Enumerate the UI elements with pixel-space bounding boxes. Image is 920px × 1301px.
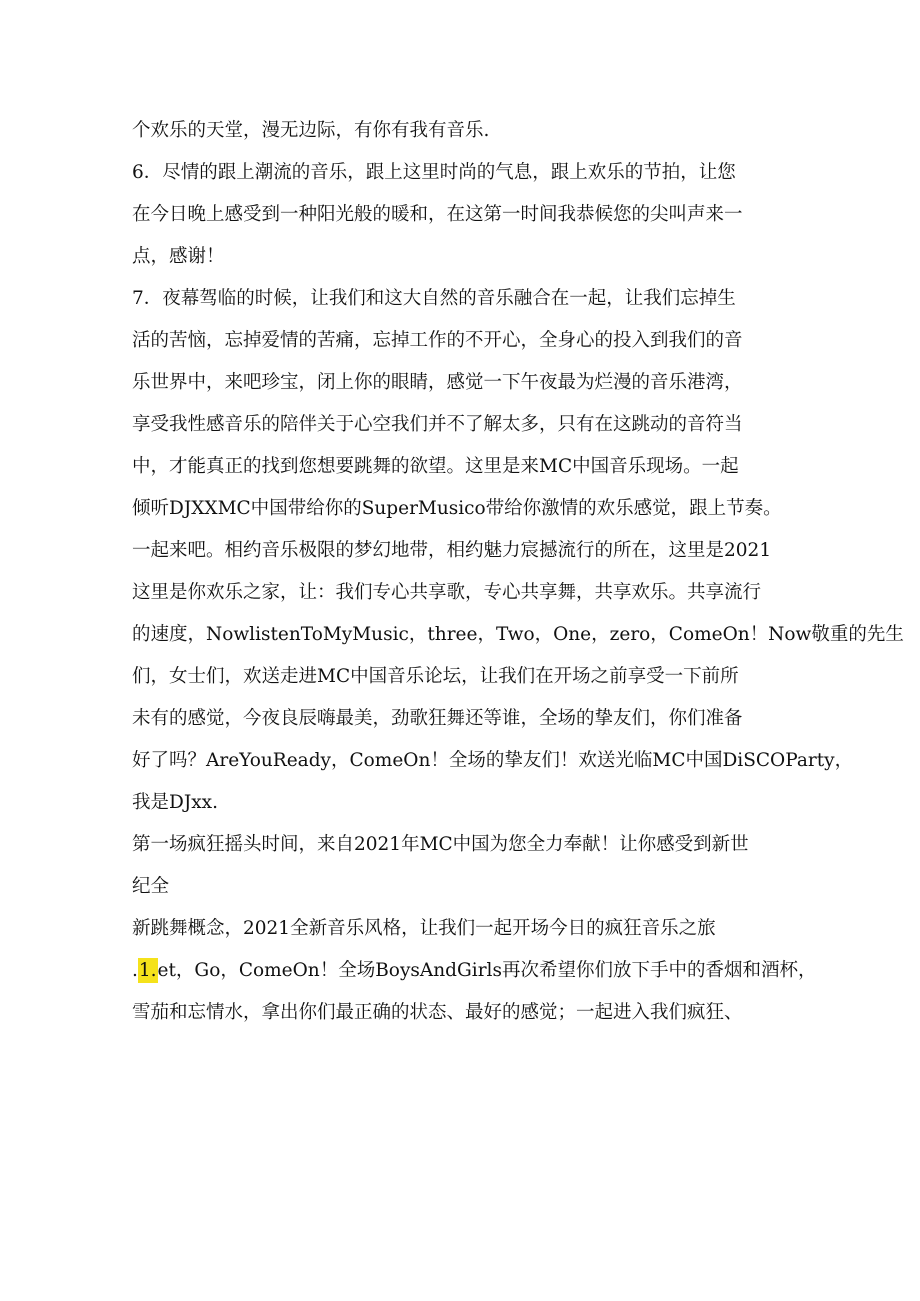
- text-line-13: 的速度，NowlistenToMyMusic，three，Two，One，zero，ComeOn！Now敬重的先生: [132, 624, 904, 645]
- text-line-16: 好了吗？AreYouReady，ComeOn！全场的挚友们！欢送光临MC中国DiSCOParty，: [132, 750, 854, 771]
- highlight-prefix: .: [132, 960, 138, 981]
- text-line-19: 纪全: [132, 876, 170, 897]
- text-line-11: 一起来吧。相约音乐极限的梦幻地带，相约魅力宸撼流行的所在，这里是2021: [132, 540, 772, 561]
- document-body: [132, 110, 904, 1034]
- text-after-highlight: et，Go，ComeOn！全场BoysAndGirls再次希望你们放下手中的香烟和酒杯，: [157, 960, 817, 981]
- text-line-22: 雪茄和忘情水，拿出你们最正确的状态、最好的感觉；一起进入我们疯狂、: [132, 1002, 743, 1023]
- text-line-17: 我是DJxx.: [132, 792, 218, 813]
- text-line-18: 第一场疯狂摇头时间，来自2021年MC中国为您全力奉献！让你感受到新世: [132, 834, 749, 855]
- text-line-2: 6．尽情的跟上潮流的音乐，跟上这里时尚的气息，跟上欢乐的节拍，让您: [132, 162, 736, 183]
- text-line-1: 个欢乐的天堂，漫无边际，有你有我有音乐.: [132, 120, 490, 141]
- text-line-3: 在今日晚上感受到一种阳光般的暖和，在这第一时间我恭候您的尖叫声来一: [132, 204, 743, 225]
- text-line-5: 7．夜幕驾临的时候，让我们和这大自然的音乐融合在一起，让我们忘掉生: [132, 288, 736, 309]
- text-line-15: 未有的感觉，今夜良辰嗨最美，劲歌狂舞还等谁，全场的挚友们，你们准备: [132, 708, 743, 729]
- text-line-8: 享受我性感音乐的陪伴关于心空我们并不了解太多，只有在这跳动的音符当: [132, 414, 743, 435]
- text-line-7: 乐世界中，来吧珍宝，闭上你的眼睛，感觉一下午夜最为烂漫的音乐港湾，: [132, 372, 743, 393]
- text-line-12: 这里是你欢乐之家，让：我们专心共享歌，专心共享舞，共享欢乐。共享流行: [132, 582, 762, 603]
- highlighted-text: 1.: [138, 960, 157, 981]
- text-line-20: 新跳舞概念，2021全新音乐风格，让我们一起开场今日的疯狂音乐之旅: [132, 918, 716, 939]
- text-line-4: 点，感谢！: [132, 246, 225, 267]
- text-line-10: 倾听DJXXMC中国带给你的SuperMusico带给你激情的欢乐感觉，跟上节奏。: [132, 498, 782, 519]
- text-line-21: [132, 950, 817, 992]
- text-line-14: 们，女士们，欢送走进MC中国音乐论坛，让我们在开场之前享受一下前所: [132, 666, 739, 687]
- text-line-9: 中，才能真正的找到您想要跳舞的欲望。这里是来MC中国音乐现场。一起: [132, 456, 739, 477]
- text-line-6: 活的苦恼，忘掉爱情的苦痛，忘掉工作的不开心，全身心的投入到我们的音: [132, 330, 743, 351]
